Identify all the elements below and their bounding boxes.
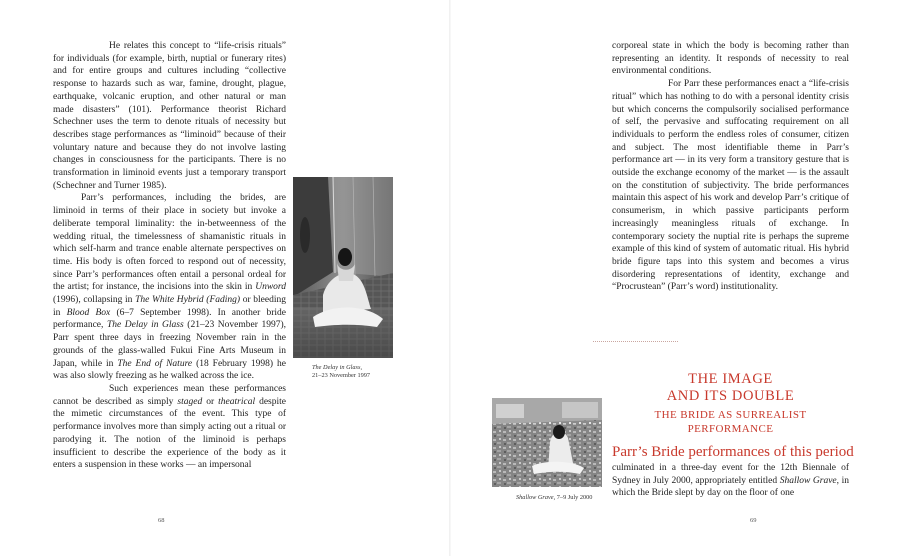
right-photo-caption: [516, 494, 616, 502]
section-divider: [593, 341, 678, 342]
delay-in-glass-photo: [293, 177, 393, 358]
left-page-body: [53, 40, 286, 472]
page-number-left: 68: [158, 517, 165, 524]
paragraph-continued: corporeal state in which the body is becoming rather than representing an identity. It responds of necessity to real environmental conditions.: [612, 41, 849, 77]
photo-illustration: [293, 177, 393, 358]
left-photo-caption: [312, 364, 402, 380]
lead-in-heading: Parr’s Bride performances of this period: [612, 444, 854, 460]
paragraph-1: He relates this concept to “life-crisis rituals” for individuals (for example, birth, nuptial or funerary rites) and for entire groups and cultures including “collective response to hazards such as war, famine, drought, plague, earthquake, volcanic eruption, and other natural or man made disasters” (101). Performance theorist Richard Schechner uses the term to denote rituals of necessity but describes stage performances as “liminoid” because of their voluntary nature and because they do not involve lasting changes in consciousness for the participants. There is no transformation in liminoid events just a temporary transport (Schechner and Turner 1985).: [53, 41, 286, 191]
paragraph-shallow-grave: culminated in a three-day event for the 12th Biennale of Sydney in July 2000, appropriately entitled Shallow Grave, in which the Bride slept by day on the floor of one: [612, 463, 849, 499]
section-heading: THE IMAGE AND ITS DOUBLE: [666, 371, 795, 404]
right-page-body: [612, 40, 849, 294]
right-page-body-after-heading: [612, 462, 849, 500]
caption-title: The Delay in Glass,: [312, 364, 363, 371]
page-number-right: 69: [750, 517, 757, 524]
shallow-grave-photo: [492, 398, 602, 487]
paragraph-2: Parr’s performances, including the brides, are liminoid in terms of their place in society but invoke a deliberate temporal liminality: the in-betweenness of the wedding ritual, the timelessness of shamanistic rituals in which self-harm and trance enable alternate perspectives on time. His body is often forced to respond out of necessity, since Parr’s performances often entail a personal ordeal for the artist; for instance, the incisions into the skin in Unword (1996), collapsing in The White Hybrid (Fading) or bleeding in Blood Box (6–7 September 1998). In another bride performance, The Delay in Glass (21–23 November 1997), Parr spent three days in freezing November rain in the grounds of the glass-walled Fukui Fine Arts Museum in Japan, while in The End of Nature (18 February 1998) he was also slowly freezing as he walked across the ice.: [53, 193, 287, 382]
paragraph-3: Such experiences mean these performances cannot be described as simply staged or theatrical despite the mimetic circumstances of the event. This type of performance involves more than simply acting out a ritual or parodying it. The notion of the liminoid is perhaps insufficient to describe the experience of the body as it enters a suspension in these works — an impersonal: [53, 383, 286, 471]
section-subheading: THE BRIDE AS SURREALIST PERFORMANCE: [654, 409, 807, 435]
gutter: [449, 0, 451, 556]
caption-date: 21–23 November 1997: [312, 372, 371, 379]
caption-date: 7–9 July 2000: [556, 494, 593, 501]
photo-illustration: [492, 398, 602, 487]
paragraph-life-crisis: For Parr these performances enact a “life-crisis ritual” which has nothing to do with a personal identity crisis but which concerns the compulsorily socialised performance of self, the pervasive and suffocating requirement on all individuals to perform the endless roles of consumer, citizen and subject. The most identifiable theme in Parr’s performance art — in its very form a transitory gesture that is outside the exchange economy of the market — is the assault on the constitution of subjectivity. The bride performances maintain this aspect of his work and develop Parr’s critique of consumerism, in which passive participants perform increasingly meaningless rituals of exchange. In contemporary society the nuptial rite is perhaps the supreme example of this kind of system of automatic ritual. His hybrid bride figure taps into this system and becomes a virus disordering representations of identity, exchange and “Procrustean” (Parr’s word) institutionality.: [612, 79, 849, 293]
caption-title: Shallow Grave,: [516, 494, 556, 501]
